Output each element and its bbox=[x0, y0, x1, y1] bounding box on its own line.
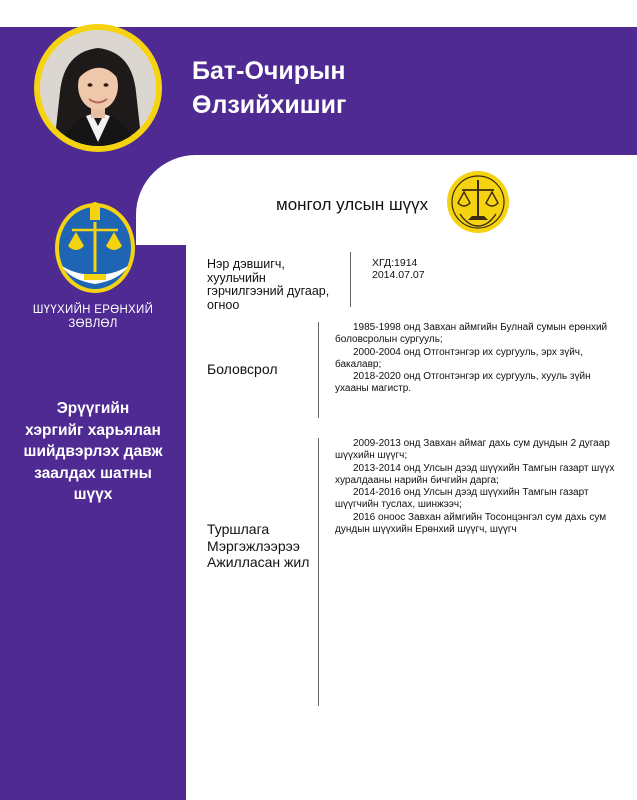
list-item: 2014-2016 онд Улсын дээд шүүхийн Тамгын газарт шүүгчийн туслах, шинжээч; bbox=[335, 487, 589, 511]
experience-label bbox=[207, 521, 309, 571]
avatar bbox=[40, 30, 156, 146]
council-name bbox=[0, 303, 186, 331]
court-seal-icon bbox=[446, 170, 510, 234]
court-title-line: хэргийг харьялан bbox=[25, 421, 161, 439]
list-item: 2009-2013 онд Завхан аймаг дахь сум дундын 2 дугаар шүүхийн шүүгч; bbox=[335, 438, 610, 462]
experience-label-line: Туршлага bbox=[207, 521, 270, 537]
appointment-label bbox=[207, 258, 329, 312]
judicial-council-emblem-icon bbox=[50, 196, 140, 296]
list-item: 2016 оноос Завхан аймгийн Тосонцэнгэл сум дахь сум дундын шүүхийн Ерөнхий шүүгч, шүүгч bbox=[335, 511, 607, 536]
list-item: 2018-2020 онд Отгонтэнгэр их сургууль, хууль зүйн ухааны магистр. bbox=[335, 371, 591, 395]
list-item: 2013-2014 онд Улсын дээд шүүхийн Тамгын газарт шүүх хуралдааны нарийн бичгийн дарга; bbox=[335, 462, 615, 486]
list-item: 2000-2004 онд Отгонтэнгэр их сургууль, эрх зүйч, бакалавр; bbox=[335, 346, 583, 370]
appointment-label-line: гэрчилгээний дугаар, bbox=[207, 284, 330, 298]
court-name: монгол улсын шүүх bbox=[276, 195, 429, 214]
appointment-label-line: хуульчийн bbox=[207, 270, 266, 285]
name-line-2: Өлзийхишиг bbox=[192, 91, 347, 119]
experience-label-line: Ажилласан жил bbox=[207, 554, 310, 570]
experience-label-line: Мэргэжлээрээ bbox=[207, 537, 300, 554]
divider-line bbox=[318, 322, 319, 418]
council-line-2: ЗӨВЛӨЛ bbox=[68, 318, 118, 330]
court-title-line: шүүх bbox=[73, 486, 113, 503]
divider-line bbox=[318, 438, 319, 706]
profile-name bbox=[192, 54, 346, 122]
license-number: ХГД:1914 bbox=[372, 257, 418, 269]
appointment-label-line: Нэр дэвшигч, bbox=[207, 257, 285, 271]
appointment-label-line: огноо bbox=[207, 297, 240, 312]
court-title-line: заалдах шатны bbox=[34, 464, 152, 482]
license-date: 2014.07.07 bbox=[372, 269, 425, 281]
court-title bbox=[0, 398, 186, 506]
education-label: Боловсрол bbox=[207, 361, 278, 377]
divider-line bbox=[350, 252, 351, 307]
person-photo-icon bbox=[40, 30, 156, 146]
council-line-1: ШҮҮХИЙН ЕРӨНХИЙ bbox=[32, 304, 154, 316]
experience-list bbox=[335, 438, 620, 536]
list-item: 1985-1998 онд Завхан аймгийн Булнай сумын ерөнхий боловсролын сургууль; bbox=[335, 322, 608, 346]
education-list bbox=[335, 322, 620, 396]
name-line-1: Бат-Очирын bbox=[192, 57, 346, 85]
court-title-line: шийдвэрлэх давж bbox=[23, 443, 163, 460]
court-title-line: Эрүүгийн bbox=[56, 400, 130, 417]
